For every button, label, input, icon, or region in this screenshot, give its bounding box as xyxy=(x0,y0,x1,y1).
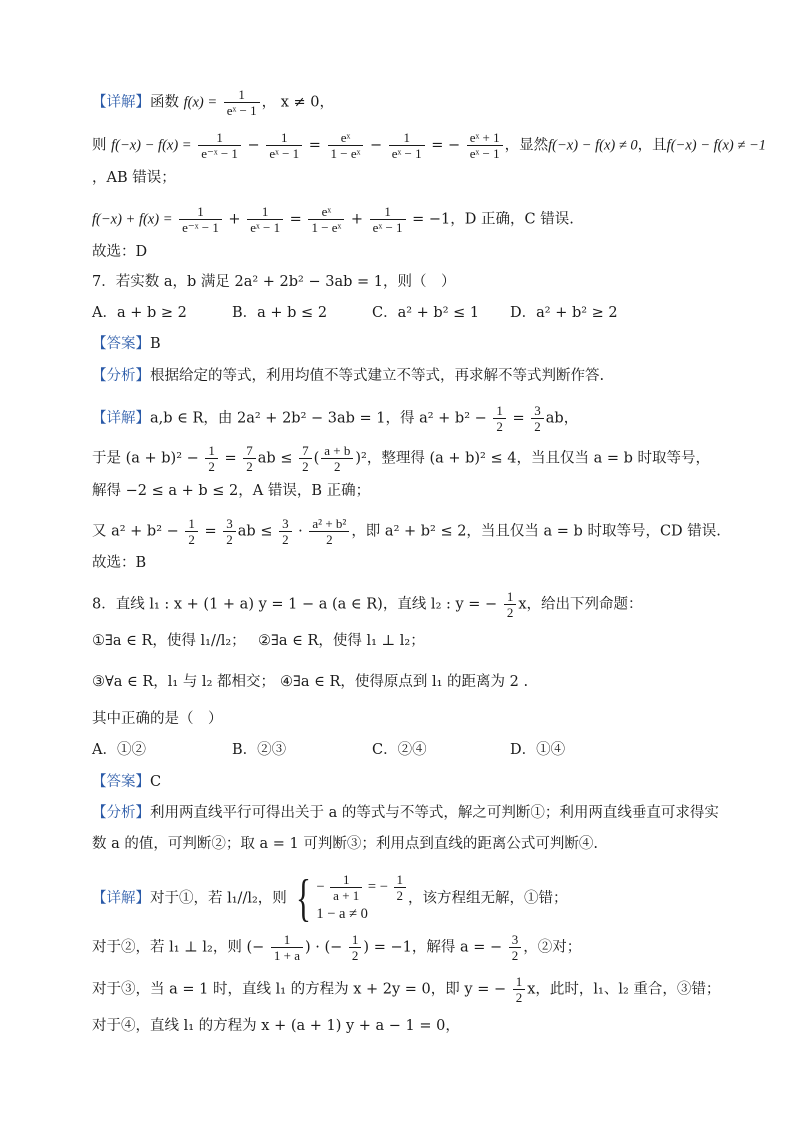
q7-detail-3: 解得 −2 ≤ a + b ≤ 2，A 错误，B 正确； xyxy=(92,483,371,499)
q6-choose: 故选：D xyxy=(92,244,148,260)
q8-detail-2: 对于②，若 l₁ ⊥ l₂，则 (− $\frac{1}{1 + a}$ ) · (− $\frac{1}{2}$ ) = −1，解得 a = − $\frac{3}{2}$ ，②对； xyxy=(92,932,582,963)
q8-which: 其中正确的是（ ） xyxy=(92,711,223,727)
q7-detail-1: 【详解】a,b ∈ R，由 2a² + 2b² − 3ab = 1，得 a² + b² − $\frac{1}{2}$ = $\frac{3}{2}$ ab， xyxy=(92,403,579,434)
q8-option-b: B．②③ xyxy=(232,742,287,758)
q7-detail-4: 又 a² + b² − $\frac{1}{2}$ = $\frac{3}{2}$ ab ≤ $\frac{3}{2}$ · $\frac{\text{a² + b²}}{2}$ ，即 a² + b² ≤ 2，当且仅当 a = b 时取等号，CD 错误. xyxy=(92,516,721,547)
q8-analysis-2: 数 a 的值，可判断②；取 a = 1 可判断③；利用点到直线的距离公式可判断④. xyxy=(92,836,598,852)
q8-detail-4: 对于④，直线 l₁ 的方程为 x + (a + 1) y + a − 1 = 0， xyxy=(92,1018,460,1034)
q8-answer: 【答案】C xyxy=(92,774,162,790)
q7-answer: 【答案】B xyxy=(92,336,161,352)
fraction: $\frac{1}{\text{eˣ − 1}}$ xyxy=(224,87,260,118)
q7-stem: 7．若实数 a，b 满足 2a² + 2b² − 3ab = 1，则（ ） xyxy=(92,274,456,290)
q7-option-a: A．a + b ≥ 2 xyxy=(92,305,187,321)
q8-detail-3: 对于③，当 a = 1 时，直线 l₁ 的方程为 x + 2y = 0，即 y = − $\frac{1}{2}$ x，此时，l₁、l₂ 重合，③错； xyxy=(92,974,721,1005)
q8-analysis-1: 【分析】利用两直线平行可得出关于 a 的等式与不等式，解之可判断①；利用两直线垂直可求得实 xyxy=(92,805,719,821)
q7-detail-2: 于是 (a + b)² − $\frac{1}{2}$ = $\frac{7}{2}$ ab ≤ $\frac{7}{2}$ ( $\frac{a + b}{2}$ )²，整理得 (a + b)² ≤ 4，当且仅当 a = b 时取等号， xyxy=(92,443,710,474)
q6-detail-line-1: 【详解】函数 f(x) = $\frac{1}{\text{eˣ − 1}}$ ， x ≠ 0， xyxy=(92,87,334,118)
q6-detail-line-2: 则 f(−x) − f(x) = $\frac{1}{\text{e⁻ˣ − 1}}$ − $\frac{1}{\text{eˣ − 1}}$ = $\frac{\text{eˣ}}{\text{1 − eˣ}}$ − $\frac{1}{\text{eˣ − 1}}$ = − $\frac{\text{eˣ + 1}}{\text{eˣ − 1}}$ ，显然f(−x) − f(x) ≠ 0，且f(−x) − f(x) ≠ −1 xyxy=(92,130,766,161)
q8-option-a: A．①② xyxy=(92,742,146,758)
q8-detail-1: 【详解】对于①，若 l₁//l₂，则 { − $\frac{1}{a + 1}$ = − $\frac{1}{2}$ 1 − a ≠ 0 ，该方程组无解，①错； xyxy=(92,869,568,927)
q7-analysis: 【分析】根据给定的等式，利用均值不等式建立不等式，再求解不等式判断作答. xyxy=(92,368,605,384)
q7-option-c: C．a² + b² ≤ 1 xyxy=(372,305,480,321)
q8-option-c: C．②④ xyxy=(372,742,427,758)
q8-stem: 8．直线 l₁ : x + (1 + a) y = 1 − a (a ∈ R)，直线 l₂ : y = − $\frac{1}{2}$ x，给出下列命题： xyxy=(92,589,643,620)
q6-detail-line-3: ，AB 错误； xyxy=(92,170,176,186)
q7-option-b: B．a + b ≤ 2 xyxy=(232,305,328,321)
q7-choose: 故选：B xyxy=(92,555,147,571)
detail-tag: 【详解】 xyxy=(92,94,150,111)
q6-detail-line-4: f(−x) + f(x) = $\frac{1}{\text{e⁻ˣ − 1}}$ + $\frac{1}{\text{eˣ − 1}}$ = $\frac{\text{eˣ}}{\text{1 − eˣ}}$ + $\frac{1}{\text{eˣ − 1}}$ = −1，D 正确，C 错误. xyxy=(92,204,574,235)
q8-option-d: D．①④ xyxy=(510,742,566,758)
q7-option-d: D．a² + b² ≥ 2 xyxy=(510,305,618,321)
